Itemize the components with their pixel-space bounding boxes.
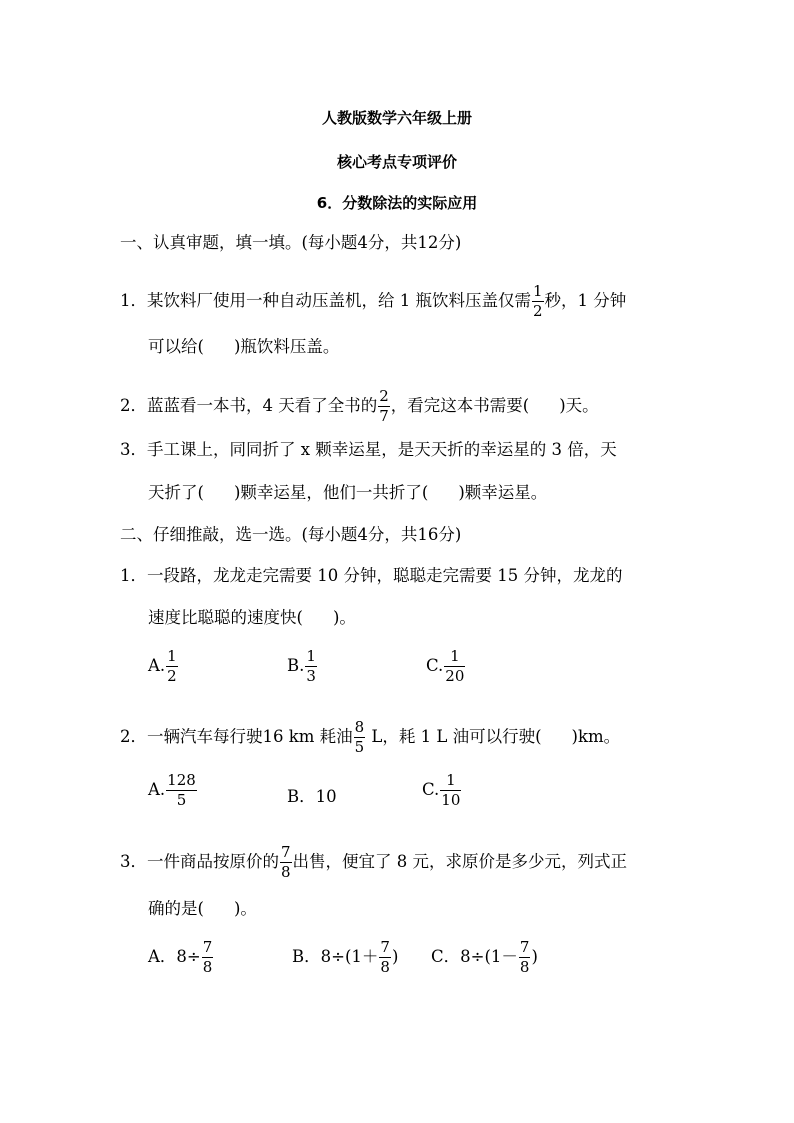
s1-q2-text-c: )天。	[559, 396, 599, 415]
s2-q3-text-b: 出售，便宜了 8 元，求原价是多少元，列式正	[292, 852, 628, 871]
s2-q2-fraction	[354, 718, 366, 757]
option-fraction	[202, 938, 214, 977]
s2-q2-option-b[interactable]: B．10	[287, 787, 337, 806]
topic-title: 6．分数除法的实际应用	[316, 194, 478, 212]
s1-q2-fraction	[378, 387, 390, 426]
fraction-numerator: 7	[202, 938, 213, 956]
s1-q1-text-d: )瓶饮料压盖。	[233, 337, 340, 356]
section2-heading: 二、仔细推敲，选一选。(每小题4分，共16分)	[120, 525, 462, 544]
s2-q3-option-a[interactable]	[148, 938, 214, 977]
fraction-denominator: 5	[176, 791, 187, 809]
section1-heading: 一、认真审题，填一填。(每小题4分，共12分)	[120, 233, 462, 252]
fraction-numerator: 8	[354, 718, 365, 736]
fraction-numerator: 128	[167, 771, 196, 789]
fraction-denominator: 8	[281, 863, 291, 881]
option-fraction	[305, 647, 317, 686]
fraction-denominator: 2	[167, 667, 177, 685]
fraction-denominator: 2	[533, 302, 543, 320]
fraction-numerator: 7	[281, 843, 291, 861]
s2-q1-line2	[148, 607, 356, 629]
fraction-numerator: 1	[444, 647, 465, 667]
fraction-numerator: 7	[380, 938, 390, 956]
option-prefix: C．8÷(1－	[431, 947, 518, 966]
s2-q2-line	[120, 718, 620, 757]
s2-q3-text-d: )。	[233, 899, 257, 918]
s1-q1-line1	[120, 282, 626, 321]
fraction-numerator: 7	[519, 938, 530, 956]
s2-q3-fraction	[280, 843, 292, 882]
s1-q2-text-a: 2．蓝蓝看一本书，4 天看了全书的	[120, 396, 378, 415]
s2-q1-option-a[interactable]	[148, 647, 179, 686]
s2-q1-option-b[interactable]	[287, 647, 318, 686]
fraction-denominator: 8	[202, 958, 213, 976]
s1-q1-fraction	[532, 282, 544, 321]
s2-q2-text-c: )km。	[571, 727, 621, 746]
fraction-denominator: 5	[354, 738, 365, 756]
document-subtitle: 核心考点专项评价	[336, 153, 457, 171]
s2-q2-text-b: L，耗 1 L 油可以行驶(	[366, 727, 542, 746]
s2-q3-option-c[interactable]	[431, 938, 538, 977]
s2-q2-text-a: 2．一辆汽车每行驶16 km 耗油	[120, 727, 353, 746]
s1-q2-text-b: ，看完这本书需要(	[390, 396, 530, 415]
fraction-denominator: 20	[445, 667, 465, 685]
fraction-denominator: 10	[441, 791, 461, 809]
option-prefix: A．8÷	[148, 947, 201, 966]
s2-q3-text-c: 确的是(	[148, 899, 204, 918]
option-fraction	[166, 771, 197, 810]
s1-q3-line1: 3．手工课上，同同折了 x 颗幸运星，是天天折的幸运星的 3 倍，天	[120, 440, 617, 459]
s2-q3-text-a: 3．一件商品按原价的	[120, 852, 279, 871]
option-label: C.	[422, 780, 440, 799]
s2-q1-line1: 1．一段路，龙龙走完需要 10 分钟，聪聪走完需要 15 分钟，龙龙的	[120, 566, 623, 585]
s2-q3-option-b[interactable]	[292, 938, 398, 977]
s2-q1-option-c[interactable]	[426, 647, 466, 686]
document-title: 人教版数学六年级上册	[321, 109, 472, 127]
option-fraction	[440, 771, 461, 810]
fraction-denominator: 7	[379, 407, 389, 425]
s1-q3-line2	[148, 482, 547, 504]
fraction-numerator: 1	[306, 647, 316, 665]
fraction-numerator: 1	[533, 282, 543, 300]
s2-q3-line2	[148, 898, 257, 920]
s1-q2-line	[120, 387, 599, 426]
s1-q1-line2	[148, 336, 339, 358]
s1-q1-text-a: 1．某饮料厂使用一种自动压盖机，给 1 瓶饮料压盖仅需	[120, 291, 531, 310]
option-label: A.	[148, 656, 166, 675]
fraction-denominator: 8	[380, 958, 390, 976]
option-prefix: B．8÷(1＋	[292, 947, 379, 966]
fraction-numerator: 1	[440, 771, 461, 791]
s2-q2-option-c[interactable]	[422, 771, 462, 810]
option-suffix: )	[531, 947, 538, 966]
s1-q1-text-c: 可以给(	[148, 337, 204, 356]
option-suffix: )	[391, 947, 399, 966]
option-fraction	[166, 647, 178, 686]
fraction-numerator: 2	[379, 387, 389, 405]
s2-q3-line1	[120, 843, 627, 882]
fraction-denominator: 3	[306, 667, 316, 685]
s2-q1-text-b: 速度比聪聪的速度快(	[148, 608, 303, 627]
option-fraction	[379, 938, 391, 977]
s2-q2-option-a[interactable]	[148, 771, 198, 810]
s2-q1-text-c: )。	[332, 608, 356, 627]
option-fraction	[444, 647, 465, 686]
option-label: A.	[148, 780, 166, 799]
option-label: C.	[426, 656, 444, 675]
s1-q3-text-d: )颗幸运星。	[458, 483, 548, 502]
s1-q3-text-c: )颗幸运星，他们一共折了(	[233, 483, 429, 502]
fraction-denominator: 8	[519, 958, 530, 976]
s1-q1-text-b: 秒，1 分钟	[544, 291, 627, 310]
s1-q3-text-b: 天折了(	[148, 483, 204, 502]
option-label: B.	[287, 656, 305, 675]
fraction-numerator: 1	[167, 647, 177, 665]
option-fraction	[519, 938, 531, 977]
